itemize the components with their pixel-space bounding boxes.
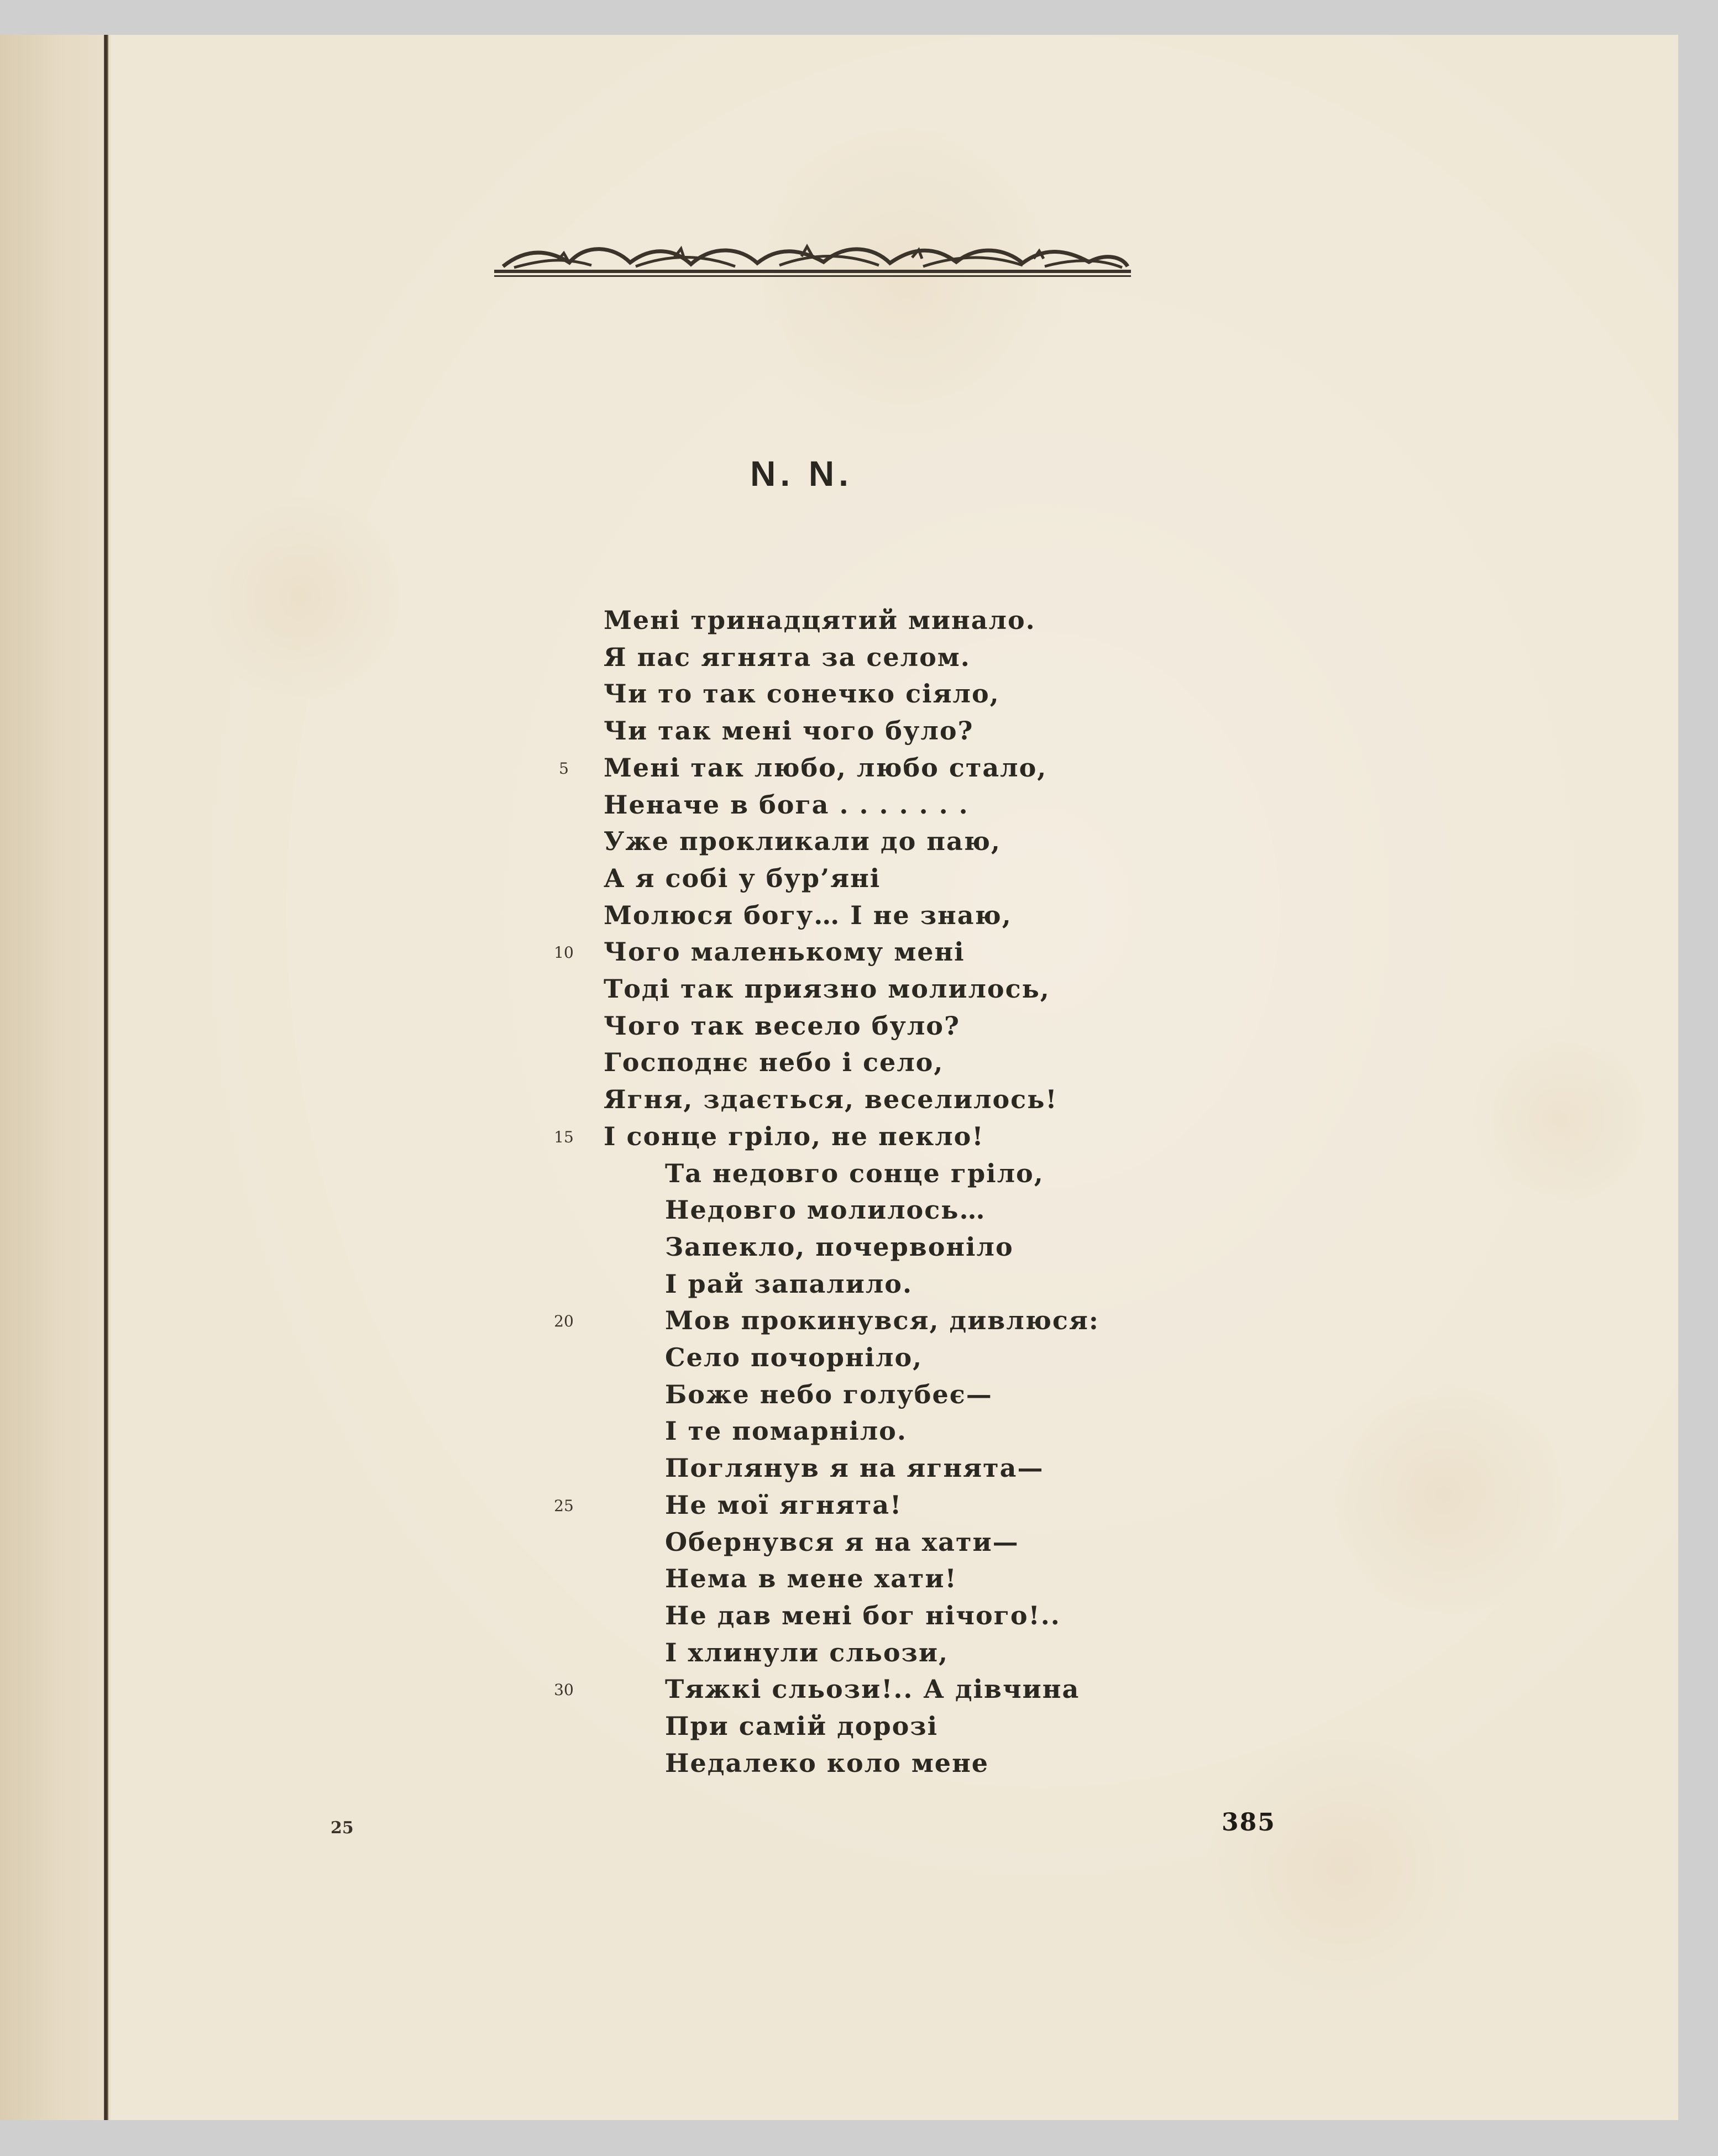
poem-line: Нема в мене хати! (665, 1564, 957, 1594)
book-spine (104, 35, 108, 2120)
signature-mark: 25 (331, 1818, 354, 1838)
poem-line: Поглянув я на ягнята— (665, 1453, 1044, 1483)
poem-line: Ягня, здається, веселилось! (604, 1084, 1058, 1115)
poem-line: І сонце гріло, не пекло! (604, 1121, 984, 1151)
poem-line: Чого так весело було? (604, 1010, 960, 1041)
poem-line: Чи так мені чого було? (604, 716, 974, 746)
poem-line: Боже небо голубеє— (665, 1379, 993, 1409)
poem-line: Чи то так сонечко сіяло, (604, 679, 1000, 709)
line-number: 10 (554, 943, 574, 962)
poem-line: Недалеко коло мене (665, 1748, 989, 1778)
line-number: 30 (554, 1681, 574, 1699)
ornament-headpiece (492, 238, 1133, 282)
poem-line: І те помарніло. (665, 1416, 907, 1446)
line-number: 15 (554, 1127, 574, 1146)
poem-line: Я пас ягнята за селом. (604, 642, 971, 672)
poem-line: Мені так любо, любо стало, (604, 752, 1047, 783)
poem-line: Господнє небо і село, (604, 1047, 944, 1078)
poem-line: Молюся богу… І не знаю, (604, 900, 1012, 930)
poem-line: Тяжкі сльози!.. А дівчина (665, 1674, 1080, 1704)
poem-line: Село почорніло, (665, 1342, 923, 1372)
poem-line: І рай запалило. (665, 1268, 913, 1299)
line-number: 25 (554, 1496, 574, 1515)
poem-line: Не мої ягнята! (665, 1489, 903, 1520)
poem-line: При самій дорозі (665, 1711, 939, 1741)
poem-line: Чого маленькому мені (604, 937, 965, 967)
poem-line: І хлинули сльози, (665, 1637, 949, 1667)
poem-line: Обернувся я на хати— (665, 1526, 1019, 1557)
page-gutter (0, 35, 111, 2120)
poem-line: Неначе в бога . . . . . . . (604, 789, 969, 820)
poem-line: Не дав мені бог нічого!.. (665, 1600, 1061, 1630)
page-number: 385 (1222, 1808, 1276, 1837)
poem-line: Запекло, почервоніло (665, 1231, 1014, 1262)
poem-line: Недовго молилось… (665, 1195, 986, 1225)
poem-line: Та недовго сонце гріло, (665, 1158, 1044, 1188)
poem-line: Уже прокликали до паю, (604, 826, 1001, 857)
poem-line: Тоді так приязно молилось, (604, 974, 1050, 1004)
line-number: 20 (554, 1312, 574, 1331)
poem-title: N. N. (750, 454, 853, 494)
poem-line: А я собі у бур’яні (604, 863, 881, 893)
book-page (0, 35, 1678, 2120)
poem-line: Мені тринадцятий минало. (604, 605, 1036, 635)
line-number: 5 (559, 759, 569, 778)
poem-line: Мов прокинувся, дивлюся: (665, 1305, 1099, 1336)
